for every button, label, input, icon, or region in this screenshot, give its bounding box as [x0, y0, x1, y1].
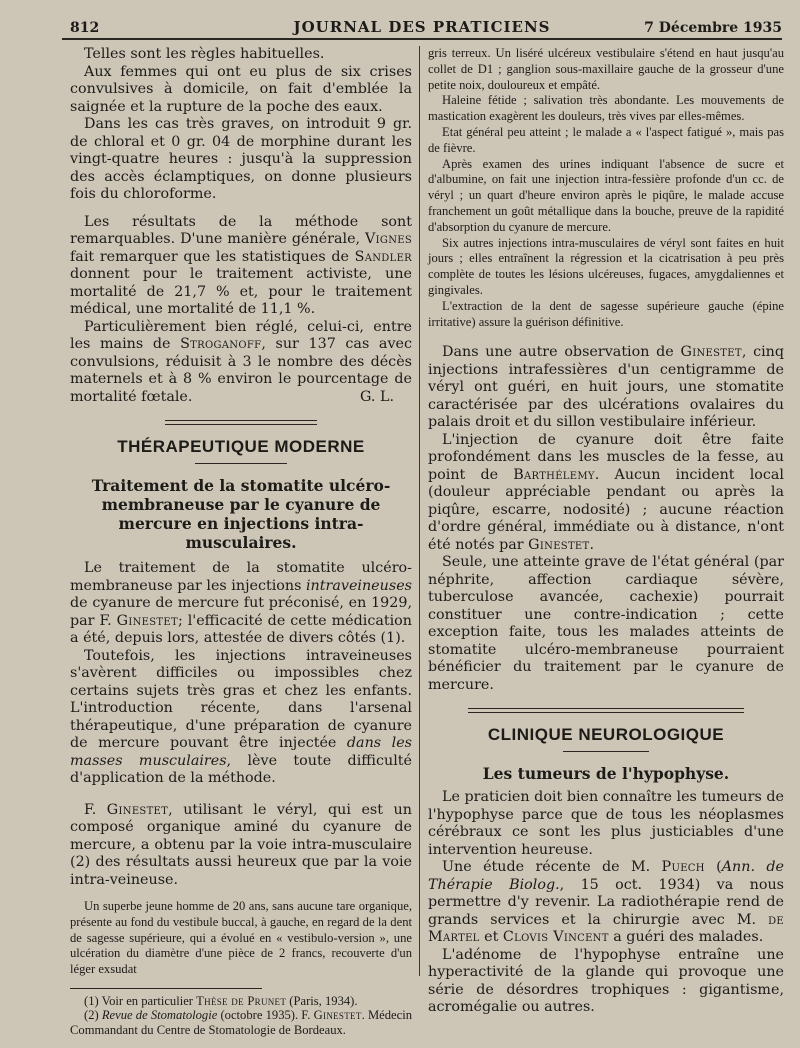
right-column: [428, 46, 784, 1017]
paragraph: Une étude récente de M. Puech (Ann. de Thérapie Biolog., 15 oct. 1934) va nous permettre d'y revenir. La radiothérapie rend de grands services et la chirurgie avec M. de Martel et Clovis Vincent a guéri des malades.: [428, 859, 784, 946]
journal-title: JOURNAL DES PRATICIENS: [293, 18, 551, 36]
author-name: Ginestet: [116, 612, 178, 629]
case-report: gris terreux. Un liséré ulcéreux vestibulaire s'étend en haut jusqu'au collet de D1 ; ganglion sous-maxillaire gauche de la grosseur d'une petite noix, douloureux et empâté.: [428, 46, 784, 92]
issue-date: 7 Décembre 1935: [644, 20, 782, 36]
signature: G. L.: [359, 388, 394, 405]
case-report: Après examen des urines indiquant l'absence de sucre et d'albumine, on fait une injection intra-fessière profonde d'un cc. de véryl ; un quart d'heure environ après le piqûre, le malade accuse franchement un goût métallique dans la bouche, preuve de la rapidité d'absorption du cyanure de mercure.: [428, 156, 784, 234]
author-name: Stroganoff: [180, 336, 262, 352]
author-name: Ginestet: [680, 344, 742, 361]
footnote: (1) Voir en particulier Thèse de Prunet (Paris, 1934).: [84, 993, 358, 1008]
paragraph: Le traitement de la stomatite ulcéro-membraneuse par les injections intraveineuses de cyanure de mercure fut préconisé, en 1929, par F. Ginestet; l'efficacité de cette médication a été, depuis lors, attestée de divers côtés (1).: [70, 560, 412, 646]
paragraph: Les résultats de la méthode sont remarquables. D'une manière générale, Vignes fait remarquer que les statistiques de Sandler donnent pour le traitement activiste, une mortalité de 21,7 % et, pour le traitement médical, une mortalité de 11,1 %.: [70, 213, 412, 317]
paragraph: Toutefois, les injections intraveineuses s'avèrent difficiles ou impossibles chez certains sujets très gras et chez les enfants. L'introduction récente, dans l'arsenal thérapeutique, d'une préparation de cyanure de mercure pouvant être injectée dans les masses musculaires, lève toute difficulté d'application de la méthode.: [70, 647, 412, 786]
paragraph: Seule, une atteinte grave de l'état général (par néphrite, affection cardiaque sévère, tuberculose avancée, cachexie) pourrait constituer une contre-indication ; cette exception faite, tous les malades atteints de stomatite ulcéro-membraneuse pourraient bénéficier du traitement par le cyanure de mercure.: [428, 554, 784, 693]
case-report: L'extraction de la dent de sagesse supérieure gauche (épine irritative) assure la guérison définitive.: [428, 298, 784, 329]
paragraph: Dans une autre observation de Ginestet, cinq injections intrafessières d'un centigramme de véryl ont guéri, en huit jours, une stomatite caractérisée par des ulcérations ovalaires du palais droit et du sillon vestibulaire inférieur.: [428, 344, 785, 431]
paragraph: Dans les cas très graves, on introduit 9 gr. de chloral et 0 gr. 04 de morphine durant les vingt-quatre heures : jusqu'à la suppression des accès éclamptiques, on donne plusieurs fois du chloroforme.: [70, 116, 412, 202]
article-title: Les tumeurs de l'hypophyse.: [482, 764, 730, 784]
author-name: Barthélemy: [513, 466, 595, 483]
footnote-rule: [70, 988, 262, 989]
case-report: Etat général peu atteint ; le malade a « l'aspect fatigué », mais pas de fièvre.: [428, 124, 784, 155]
left-column: [70, 46, 412, 1037]
page-number: 812: [70, 20, 100, 36]
paragraph: L'injection de cyanure doit être faite profondément dans les muscles de la fesse, au point de Barthélemy. Aucun incident local (douleur appréciable pendant ou après la piqûre, escarre, nodosité) ; aucune réaction d'ordre général, immédiate ou à distance, n'ont été notés par Ginestet.: [428, 431, 784, 553]
paragraph: L'adénome de l'hypophyse entraîne une hyperactivité de la glande qui provoque une série de désordres trophiques : gigantisme, acromégalie ou autres.: [428, 946, 784, 1016]
running-header: [62, 16, 782, 40]
case-report: Six autres injections intra-musculaires de véryl sont faites en huit jours ; elles entraînent la régression et la cicatrisation à peu près complète de toutes les lésions ulcéreuses, fugaces, amygdaliennes et gingivales.: [428, 235, 784, 297]
author-name: Ginestet: [528, 536, 590, 553]
paragraph: F. Ginestet, utilisant le véryl, qui est un composé organique aminé du cyanure de mercure, a obtenu par la voie intra-musculaire (2) des résultats aussi heureux que par la voie intra-veineuse.: [70, 801, 412, 888]
paragraph: Le praticien doit bien connaître les tumeurs de l'hypophyse parce que de tous les néoplasmes cérébraux ce sont les plus justiciables d'une intervention heureuse.: [428, 789, 784, 858]
author-name: Sandler: [354, 248, 412, 265]
author-name: Vignes: [365, 231, 412, 247]
article-title: Traitement de la stomatite ulcéro-membraneuse par le cyanure de mercure en injections intra-musculaires.: [91, 476, 391, 552]
case-report: Un superbe jeune homme de 20 ans, sans aucune tare organique, présente au fond du vestibule buccal, à gauche, en regard de la dent de sagesse supérieure, qui a évolué en « vestibulo-version », une ulcération du diamètre d'une pièce de 2 francs, recouverte d'un léger exsudat: [70, 899, 412, 977]
paragraph: Telles sont les règles habituelles.: [84, 46, 325, 62]
section-heading: CLINIQUE NEUROLOGIQUE: [487, 725, 725, 745]
author-name: Puech: [661, 859, 705, 876]
author-name: Clovis Vincent: [502, 929, 609, 946]
section-heading: THÉRAPEUTIQUE MODERNE: [117, 437, 365, 456]
author-name: Ginestet: [106, 801, 169, 818]
column-divider: [419, 46, 420, 976]
footnote: (2) Revue de Stomatologie (octobre 1935). F. Ginestet. Médecin Commandant du Centre de Stomatologie de Bordeaux.: [70, 1008, 413, 1037]
case-report: Haleine fétide ; salivation très abondante. Les mouvements de mastication exagèrent les douleurs, très vives par elles-mêmes.: [428, 93, 784, 124]
paragraph: Aux femmes qui ont eu plus de six crises convulsives à domicile, on fait d'emblée la saignée et la rupture de la poche des eaux.: [70, 63, 412, 115]
author-name: de Martel: [428, 911, 784, 946]
paragraph: Particulièrement bien réglé, celui-ci, entre les mains de Stroganoff, sur 137 cas avec convulsions, réduisit à 3 le nombre des décès maternels et à 8 % environ le pourcentage de mortalité fœtale.: [70, 318, 412, 405]
